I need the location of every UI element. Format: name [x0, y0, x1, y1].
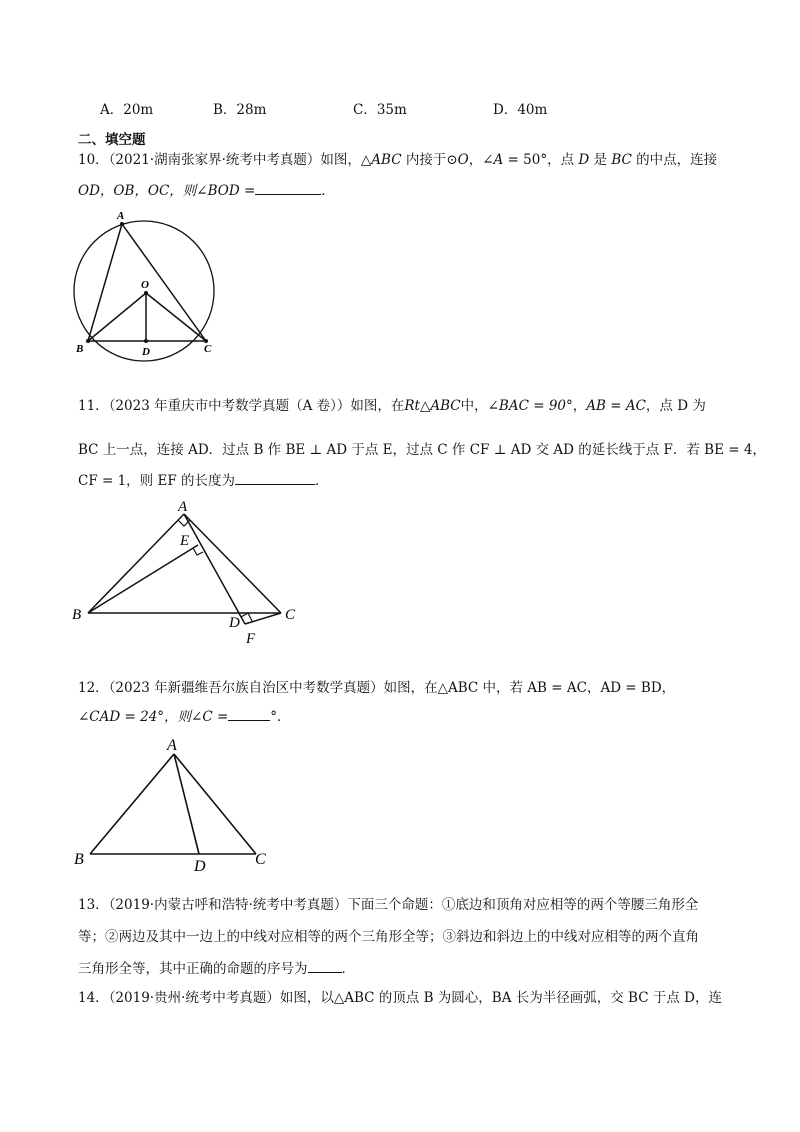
- q10-label-b: B: [76, 343, 84, 355]
- q12-side-ab: [90, 754, 174, 854]
- q13-text-line1: （2019·内蒙古呼和浩特·统考中考真题）下面三个命题：①底边和顶角对应相等的两个等腰三角形全: [108, 897, 699, 913]
- q12-label-a: A: [167, 737, 177, 754]
- q11-right-angle-e: [193, 548, 203, 555]
- q11-angle-bac: ∠BAC = 90°: [487, 398, 573, 414]
- q14-number: 14．: [78, 990, 109, 1006]
- q11-side-ab: [88, 514, 184, 613]
- option-d: [493, 98, 547, 118]
- q12-text-line1: （2023 年新疆维吾尔族自治区中考数学真题）如图，在△ABC 中，若 AB = AC，AD = BD，: [108, 680, 676, 696]
- q11-ab-eq-ac: AB = AC: [586, 398, 646, 414]
- q10-line-1: [78, 150, 717, 170]
- q10-text-f: 的中点，连接: [631, 152, 718, 168]
- q10-triangle: △ABC: [360, 152, 402, 168]
- q12-number: 12．: [78, 680, 109, 696]
- q11-text-line3: CF = 1，则 EF 的长度为: [78, 473, 235, 489]
- option-value: 35m: [376, 102, 407, 118]
- q11-rt-triangle: Rt△ABC: [404, 398, 461, 414]
- q10-text-b: 内接于⊙: [401, 152, 458, 168]
- q10-angle-a: A: [493, 152, 504, 168]
- q12-label-c: C: [255, 851, 266, 868]
- q11-text-a: （2023 年重庆市中考数学真题（A 卷））如图，在: [108, 398, 405, 414]
- q11-segment-be: [88, 545, 198, 613]
- q10-point-d: D: [578, 152, 590, 168]
- q10-segment-bc: BC: [611, 152, 632, 168]
- q10-text-line2: OD，OB，OC，则∠BOD =: [78, 183, 256, 199]
- q11-text-d: ，点 D 为: [645, 398, 706, 414]
- q10-segment-ob: [88, 293, 146, 341]
- q10-circle: [74, 221, 214, 361]
- q10-dot-o: [144, 291, 148, 295]
- q11-number: 11．: [78, 398, 109, 414]
- q12-degree-period: °．: [270, 709, 291, 725]
- option-letter: C．: [353, 102, 377, 118]
- section-title: 二、填空题: [78, 132, 146, 148]
- q11-text-b: 中，: [460, 398, 488, 414]
- q11-figure: [66, 495, 316, 645]
- q12-label-d: D: [194, 858, 206, 872]
- q11-label-f: F: [246, 631, 256, 645]
- q13-line-3: [78, 958, 355, 979]
- option-value: 40m: [517, 102, 548, 118]
- q10-text-e: 是: [589, 152, 612, 168]
- q10-period: ．: [321, 183, 335, 199]
- option-letter: A．: [100, 102, 124, 118]
- q13-text-line3: 三角形全等，其中正确的命题的序号为: [78, 961, 308, 977]
- q11-label-c: C: [285, 607, 296, 623]
- q13-number: 13．: [78, 897, 109, 913]
- q13-line-2: 等；②两边及其中一边上的中线对应相等的两个三角形全等；③斜边和斜边上的中线对应相等的两个直角: [78, 929, 699, 945]
- option-value: 20m: [123, 102, 154, 118]
- q11-label-d: D: [229, 615, 240, 631]
- q11-answer-blank[interactable]: [235, 470, 315, 485]
- q13-period: ．: [341, 961, 355, 977]
- q10-label-o: O: [141, 279, 149, 291]
- q11-line-3: [78, 470, 328, 491]
- q13-answer-blank[interactable]: [308, 958, 342, 973]
- q10-side-ab: [88, 224, 122, 341]
- q12-answer-blank[interactable]: [228, 706, 270, 721]
- q11-label-b: B: [72, 607, 82, 623]
- q12-text-line2: ∠CAD = 24°，则∠C =: [78, 709, 229, 725]
- option-letter: B．: [213, 102, 237, 118]
- q10-text-c: ，∠: [468, 152, 494, 168]
- q10-label-c: C: [204, 343, 212, 355]
- q11-side-ac: [184, 514, 281, 613]
- q11-period: ．: [314, 473, 329, 489]
- option-a: [100, 98, 153, 118]
- q10-circle-o: O: [457, 152, 469, 168]
- q11-text-c: ，: [572, 398, 587, 414]
- q11-label-e: E: [180, 533, 190, 549]
- q10-number: 10．: [78, 152, 109, 168]
- q14-text-line1: （2019·贵州·统考中考真题）如图，以△ABC 的顶点 B 为圆心，BA 长为半径画弧，交 BC 于点 D，连: [108, 990, 722, 1006]
- option-letter: D．: [493, 102, 518, 118]
- q12-line-1: [78, 678, 675, 698]
- option-b: [213, 98, 266, 118]
- option-value: 28m: [236, 102, 267, 118]
- q10-line-2: [78, 180, 335, 201]
- q10-figure: [66, 205, 236, 365]
- q12-figure: [66, 732, 286, 872]
- q11-label-a: A: [178, 499, 188, 515]
- option-c: [353, 98, 407, 118]
- q10-label-d: D: [142, 346, 150, 358]
- q10-dot-d: [144, 339, 148, 343]
- q10-label-a: A: [117, 210, 125, 222]
- q10-dot-a: [120, 222, 124, 226]
- q12-label-b: B: [74, 851, 84, 868]
- q10-dot-b: [86, 339, 90, 343]
- q10-text-a: （2021·湖南张家界·统考中考真题）如图，: [108, 152, 361, 168]
- q12-line-2: [78, 706, 291, 727]
- q10-answer-blank[interactable]: [255, 180, 321, 195]
- q11-segment-af: [184, 514, 245, 624]
- q11-line-2: BC 上一点，连接 AD．过点 B 作 BE ⊥ AD 于点 E，过点 C 作 CF ⊥ AD 交 AD 的延长线于点 F．若 BE = 4，: [78, 442, 766, 458]
- q14-line-1: [78, 988, 722, 1008]
- q10-text-d: = 50°，点: [503, 152, 579, 168]
- q11-line-1: [78, 396, 706, 416]
- q13-line-1: [78, 895, 698, 915]
